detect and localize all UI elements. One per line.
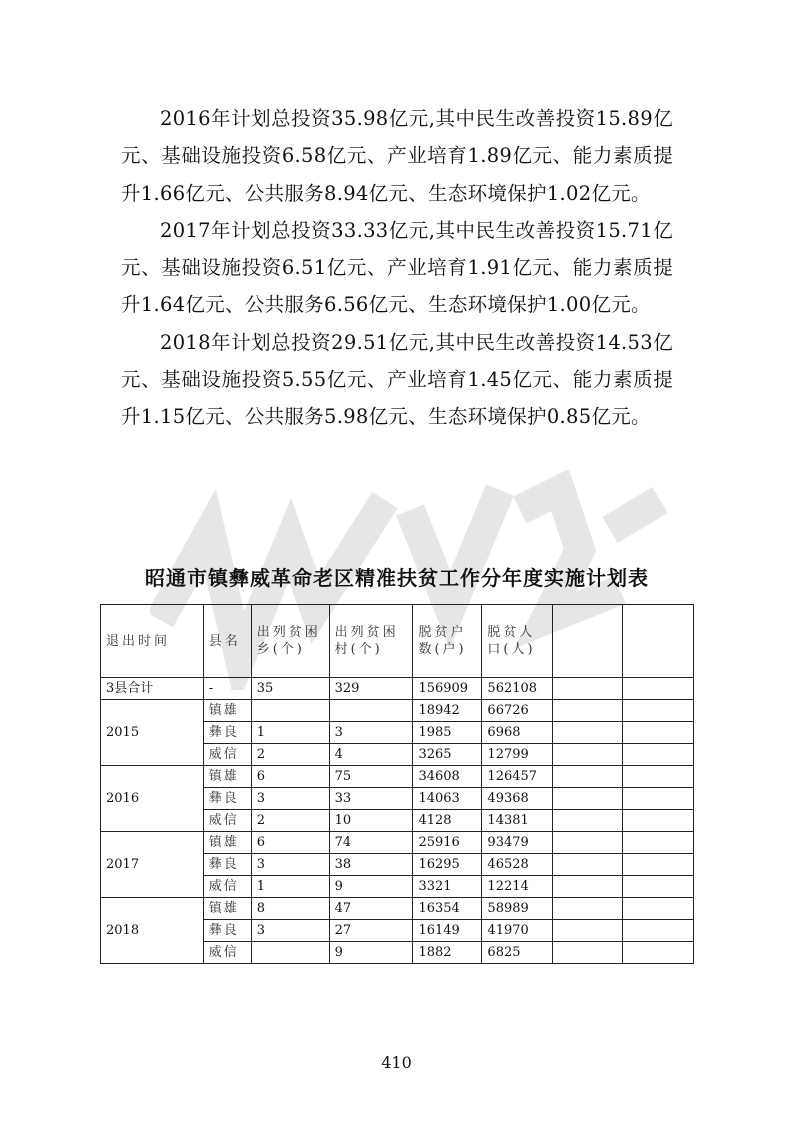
table-cell bbox=[623, 766, 694, 788]
table-cell: 12799 bbox=[482, 744, 553, 766]
table-cell bbox=[553, 920, 623, 942]
table-cell bbox=[251, 942, 329, 964]
table-cell: 3县合计 bbox=[101, 678, 204, 700]
table-cell: 25916 bbox=[413, 832, 482, 854]
table-cell bbox=[553, 810, 623, 832]
table-cell: 16295 bbox=[413, 854, 482, 876]
county-cell: 镇雄 bbox=[203, 766, 251, 788]
county-cell: 威信 bbox=[203, 744, 251, 766]
table-cell: 4 bbox=[329, 744, 413, 766]
table-cell bbox=[623, 854, 694, 876]
table-row bbox=[101, 700, 694, 722]
table-cell: 156909 bbox=[413, 678, 482, 700]
table-cell: 2 bbox=[251, 744, 329, 766]
table-cell bbox=[553, 854, 623, 876]
table-title: 昭通市镇彝威革命老区精准扶贫工作分年度实施计划表 bbox=[145, 566, 649, 590]
table-cell bbox=[623, 876, 694, 898]
county-cell: 彝良 bbox=[203, 854, 251, 876]
paragraph-2018: 2018年计划总投资29.51亿元,其中民生改善投资14.53亿元、基础设施投资5.55亿元、产业培育1.45亿元、能力素质提升1.15亿元、公共服务5.98亿元、生态环境保护0.85亿元。 bbox=[121, 330, 673, 429]
table-cell: 16354 bbox=[413, 898, 482, 920]
table-cell: 3321 bbox=[413, 876, 482, 898]
paragraph-2017: 2017年计划总投资33.33亿元,其中民生改善投资15.71亿元、基础设施投资6.51亿元、产业培育1.91亿元、能力素质提升1.64亿元、公共服务6.56亿元、生态环境保护1.00亿元。 bbox=[121, 218, 673, 317]
table-cell: 33 bbox=[329, 788, 413, 810]
table-cell bbox=[553, 700, 623, 722]
header-empty-1 bbox=[553, 605, 623, 678]
county-cell: 镇雄 bbox=[203, 700, 251, 722]
table-cell: 126457 bbox=[482, 766, 553, 788]
table-cell: 10 bbox=[329, 810, 413, 832]
table-cell: 93479 bbox=[482, 832, 553, 854]
table-cell bbox=[553, 744, 623, 766]
header-townships: 出列贫困乡(个) bbox=[251, 605, 329, 678]
table-cell: 47 bbox=[329, 898, 413, 920]
table-cell: 2 bbox=[251, 810, 329, 832]
page-number: 410 bbox=[381, 1053, 412, 1072]
table-cell: 6825 bbox=[482, 942, 553, 964]
table-cell: 1 bbox=[251, 722, 329, 744]
table-cell: 34608 bbox=[413, 766, 482, 788]
table-cell: 58989 bbox=[482, 898, 553, 920]
table-cell: 1 bbox=[251, 876, 329, 898]
county-cell: 镇雄 bbox=[203, 832, 251, 854]
table-row bbox=[101, 898, 694, 920]
table-cell: 4128 bbox=[413, 810, 482, 832]
header-empty-2 bbox=[623, 605, 694, 678]
table-cell: 3 bbox=[329, 722, 413, 744]
table-cell: 66726 bbox=[482, 700, 553, 722]
poverty-plan-table bbox=[100, 604, 694, 964]
table-cell bbox=[623, 744, 694, 766]
county-cell: 威信 bbox=[203, 942, 251, 964]
table-cell: - bbox=[203, 678, 251, 700]
table-cell bbox=[553, 788, 623, 810]
table-cell: 8 bbox=[251, 898, 329, 920]
table-cell: 329 bbox=[329, 678, 413, 700]
table-cell bbox=[623, 700, 694, 722]
year-cell-2018: 2018 bbox=[101, 898, 204, 964]
table-cell: 27 bbox=[329, 920, 413, 942]
table-cell: 6 bbox=[251, 766, 329, 788]
header-population: 脱贫人口(人) bbox=[482, 605, 553, 678]
county-cell: 彝良 bbox=[203, 722, 251, 744]
table-cell: 46528 bbox=[482, 854, 553, 876]
table-cell: 3 bbox=[251, 788, 329, 810]
table-cell bbox=[553, 898, 623, 920]
header-villages: 出列贫困村(个) bbox=[329, 605, 413, 678]
table-row bbox=[101, 832, 694, 854]
table-cell bbox=[329, 700, 413, 722]
table-cell: 38 bbox=[329, 854, 413, 876]
table-cell: 12214 bbox=[482, 876, 553, 898]
table-cell: 3 bbox=[251, 854, 329, 876]
table-cell: 14381 bbox=[482, 810, 553, 832]
header-county: 县名 bbox=[203, 605, 251, 678]
table-cell bbox=[623, 942, 694, 964]
table-cell bbox=[623, 832, 694, 854]
county-cell: 威信 bbox=[203, 876, 251, 898]
header-exit-time: 退出时间 bbox=[101, 605, 204, 678]
body-text bbox=[121, 100, 673, 436]
table-cell: 3 bbox=[251, 920, 329, 942]
table-cell bbox=[553, 876, 623, 898]
table-cell bbox=[553, 832, 623, 854]
table-cell: 18942 bbox=[413, 700, 482, 722]
table-cell: 75 bbox=[329, 766, 413, 788]
year-cell-2015: 2015 bbox=[101, 700, 204, 766]
county-cell: 镇雄 bbox=[203, 898, 251, 920]
table-cell bbox=[623, 788, 694, 810]
table-cell: 9 bbox=[329, 942, 413, 964]
table-cell: 3265 bbox=[413, 744, 482, 766]
table-cell bbox=[251, 700, 329, 722]
table-cell: 1985 bbox=[413, 722, 482, 744]
table-cell bbox=[553, 678, 623, 700]
header-households: 脱贫户数(户) bbox=[413, 605, 482, 678]
table-cell bbox=[623, 898, 694, 920]
table-cell: 74 bbox=[329, 832, 413, 854]
table-cell: 49368 bbox=[482, 788, 553, 810]
county-cell: 彝良 bbox=[203, 788, 251, 810]
table-cell: 9 bbox=[329, 876, 413, 898]
year-cell-2016: 2016 bbox=[101, 766, 204, 832]
county-cell: 彝良 bbox=[203, 920, 251, 942]
table-cell: 14063 bbox=[413, 788, 482, 810]
table-cell bbox=[623, 722, 694, 744]
table-cell: 35 bbox=[251, 678, 329, 700]
table-cell: 16149 bbox=[413, 920, 482, 942]
county-cell: 威信 bbox=[203, 810, 251, 832]
table-cell bbox=[553, 722, 623, 744]
year-cell-2017: 2017 bbox=[101, 832, 204, 898]
table-cell bbox=[623, 920, 694, 942]
table-cell bbox=[553, 766, 623, 788]
table-cell: 6 bbox=[251, 832, 329, 854]
table-row-total bbox=[101, 678, 694, 700]
table-cell: 41970 bbox=[482, 920, 553, 942]
table-cell: 562108 bbox=[482, 678, 553, 700]
table-cell bbox=[623, 810, 694, 832]
table-cell bbox=[553, 942, 623, 964]
table-cell: 1882 bbox=[413, 942, 482, 964]
table-cell: 6968 bbox=[482, 722, 553, 744]
table-cell bbox=[623, 678, 694, 700]
paragraph-2016: 2016年计划总投资35.98亿元,其中民生改善投资15.89亿元、基础设施投资6.58亿元、产业培育1.89亿元、能力素质提升1.66亿元、公共服务8.94亿元、生态环境保护1.02亿元。 bbox=[121, 107, 673, 205]
table-header-row bbox=[101, 605, 694, 678]
table-row bbox=[101, 766, 694, 788]
